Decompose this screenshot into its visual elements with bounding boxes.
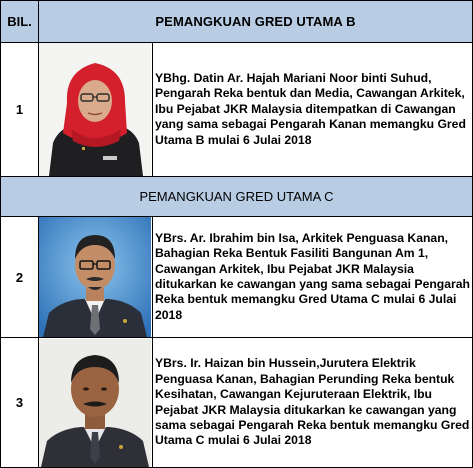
portrait-man-moustache-svg	[39, 339, 151, 467]
section-b-title: PEMANGKUAN GRED UTAMA B	[39, 1, 473, 43]
row-description: YBrs. Ir. Haizan bin Hussein,Jurutera Elektrik Penguasa Kanan, Bahagian Perunding Reka bentuk Kesihatan, Cawangan Kejuruteraan Elektrik, Ibu Pejabat JKR Malaysia ditukarkan ke cawangan yang sama sebagai Pengarah Reka bentuk memangku Gred Utama C mulai 6 Julai 2018	[153, 338, 473, 468]
bil-header: BIL.	[1, 1, 39, 43]
table-header-row	[1, 1, 473, 43]
portrait-woman-svg	[39, 43, 151, 176]
portrait-photo-3	[39, 338, 153, 468]
table-row	[1, 217, 473, 338]
section-c-title: PEMANGKUAN GRED UTAMA C	[1, 177, 473, 217]
section-c-header-row	[1, 177, 473, 217]
table-row	[1, 43, 473, 177]
portrait-photo-1	[39, 43, 153, 177]
row-number: 3	[1, 338, 39, 468]
table-row	[1, 338, 473, 468]
portrait-man-glasses-svg	[39, 217, 151, 337]
row-description: YBhg. Datin Ar. Hajah Mariani Noor binti Suhud, Pengarah Reka bentuk dan Media, Cawangan Arkitek, Ibu Pejabat JKR Malaysia ditempatkan di Cawangan yang sama sebagai Pengarah Kanan memangku Gred Utama B mulai 6 Julai 2018	[153, 43, 473, 177]
portrait-man-moustache-image	[39, 339, 151, 467]
row-number: 2	[1, 217, 39, 338]
row-description: YBrs. Ar. Ibrahim bin Isa, Arkitek Penguasa Kanan, Bahagian Reka Bentuk Fasiliti Bangunan Am 1, Cawangan Arkitek, Ibu Pejabat JKR Malaysia ditukarkan ke cawangan yang sama sebagai Pengarah Reka bentuk memangku Gred Utama C mulai 6 Julai 2018	[153, 217, 473, 338]
portrait-woman-image	[39, 43, 151, 176]
portrait-photo-2	[39, 217, 153, 338]
portrait-man-glasses-image	[39, 217, 151, 337]
row-number: 1	[1, 43, 39, 177]
